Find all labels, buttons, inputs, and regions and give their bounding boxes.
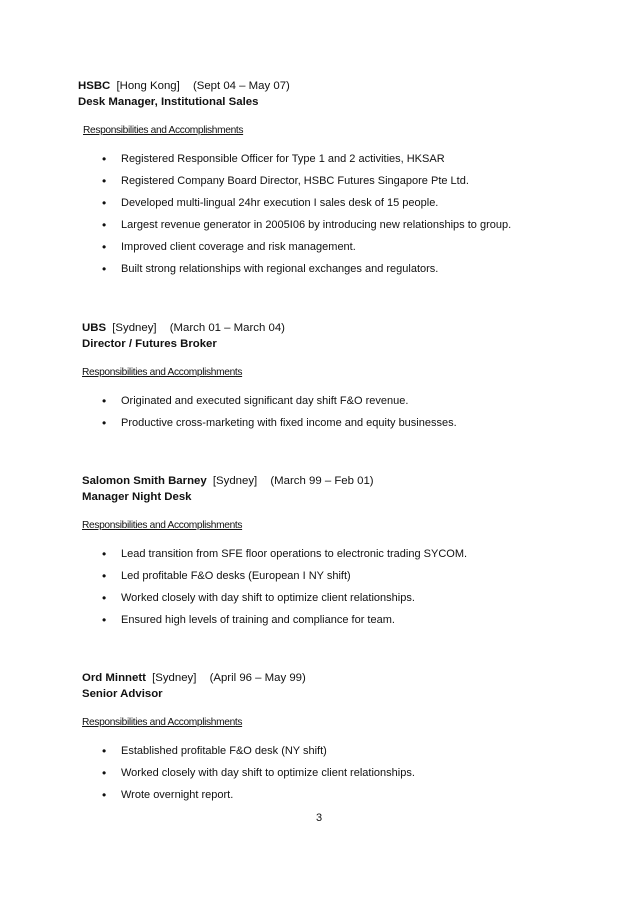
list-item-text: Worked closely with day shift to optimize client relationships. xyxy=(121,767,415,779)
list-item xyxy=(102,262,511,284)
company-name: UBS xyxy=(82,322,107,334)
list-item xyxy=(102,744,415,766)
responsibility-list xyxy=(102,744,415,810)
job-title: Desk Manager, Institutional Sales xyxy=(78,96,259,108)
bullet-icon: • xyxy=(102,152,107,166)
job-location: [Hong Kong] xyxy=(116,80,180,92)
list-item xyxy=(102,152,511,174)
bullet-icon: • xyxy=(102,240,107,254)
job-dates: (March 99 – Feb 01) xyxy=(270,475,374,487)
job-location: [Sydney] xyxy=(152,672,197,684)
company-name: Salomon Smith Barney xyxy=(82,475,207,487)
list-item-text: Largest revenue generator in 2005I06 by introducing new relationships to group. xyxy=(121,219,512,231)
job-title: Manager Night Desk xyxy=(82,491,192,503)
company-name: HSBC xyxy=(78,80,111,92)
list-item xyxy=(102,218,511,240)
responsibility-list xyxy=(102,394,457,438)
list-item-text: Led profitable F&O desks (European I NY shift) xyxy=(121,570,351,582)
bullet-icon: • xyxy=(102,744,107,758)
list-item xyxy=(102,613,467,635)
list-item-text: Productive cross-marketing with fixed income and equity businesses. xyxy=(121,417,457,429)
bullet-icon: • xyxy=(102,591,107,605)
section-heading: Responsibilities and Accomplishments xyxy=(83,125,244,136)
bullet-icon: • xyxy=(102,547,107,561)
list-item-text: Originated and executed significant day shift F&O revenue. xyxy=(121,395,409,407)
job-dates: (Sept 04 – May 07) xyxy=(192,80,290,92)
job-header xyxy=(82,671,306,685)
list-item xyxy=(102,788,415,810)
bullet-icon: • xyxy=(102,394,107,408)
job-dates: (March 01 – March 04) xyxy=(169,322,285,334)
bullet-icon: • xyxy=(102,174,107,188)
list-item-text: Ensured high levels of training and compliance for team. xyxy=(121,614,395,626)
job-dates: (April 96 – May 99) xyxy=(209,672,306,684)
section-heading: Responsibilities and Accomplishments xyxy=(82,520,243,531)
bullet-icon: • xyxy=(102,218,107,232)
list-item xyxy=(102,591,467,613)
section-heading: Responsibilities and Accomplishments xyxy=(82,717,243,728)
list-item-text: Improved client coverage and risk management. xyxy=(121,241,356,253)
job-header xyxy=(82,321,285,335)
list-item xyxy=(102,766,415,788)
page-number: 3 xyxy=(315,812,323,824)
list-item-text: Registered Responsible Officer for Type 1 and 2 activities, HKSAR xyxy=(121,153,445,165)
job-title: Director / Futures Broker xyxy=(82,338,217,350)
bullet-icon: • xyxy=(102,262,107,276)
list-item-text: Lead transition from SFE floor operations to electronic trading SYCOM. xyxy=(121,548,468,560)
list-item-text: Built strong relationships with regional exchanges and regulators. xyxy=(121,263,439,275)
list-item xyxy=(102,416,457,438)
section-heading: Responsibilities and Accomplishments xyxy=(82,367,243,378)
job-location: [Sydney] xyxy=(212,475,258,487)
list-item-text: Registered Company Board Director, HSBC Futures Singapore Pte Ltd. xyxy=(121,175,469,187)
list-item xyxy=(102,196,511,218)
responsibility-list xyxy=(102,152,511,284)
bullet-icon: • xyxy=(102,788,107,802)
list-item-text: Wrote overnight report. xyxy=(121,789,234,801)
list-item-text: Worked closely with day shift to optimize client relationships. xyxy=(121,592,415,604)
responsibility-list xyxy=(102,547,467,635)
bullet-icon: • xyxy=(102,613,107,627)
bullet-icon: • xyxy=(102,766,107,780)
job-header xyxy=(82,474,374,488)
list-item xyxy=(102,547,467,569)
bullet-icon: • xyxy=(102,569,107,583)
list-item xyxy=(102,240,511,262)
job-title: Senior Advisor xyxy=(82,688,163,700)
bullet-icon: • xyxy=(102,416,107,430)
job-location: [Sydney] xyxy=(112,322,157,334)
list-item xyxy=(102,569,467,591)
bullet-icon: • xyxy=(102,196,107,210)
job-header xyxy=(78,79,290,93)
list-item-text: Established profitable F&O desk (NY shift) xyxy=(121,745,327,757)
company-name: Ord Minnett xyxy=(82,672,146,684)
list-item-text: Developed multi-lingual 24hr execution I sales desk of 15 people. xyxy=(121,197,439,209)
list-item xyxy=(102,174,511,196)
list-item xyxy=(102,394,457,416)
